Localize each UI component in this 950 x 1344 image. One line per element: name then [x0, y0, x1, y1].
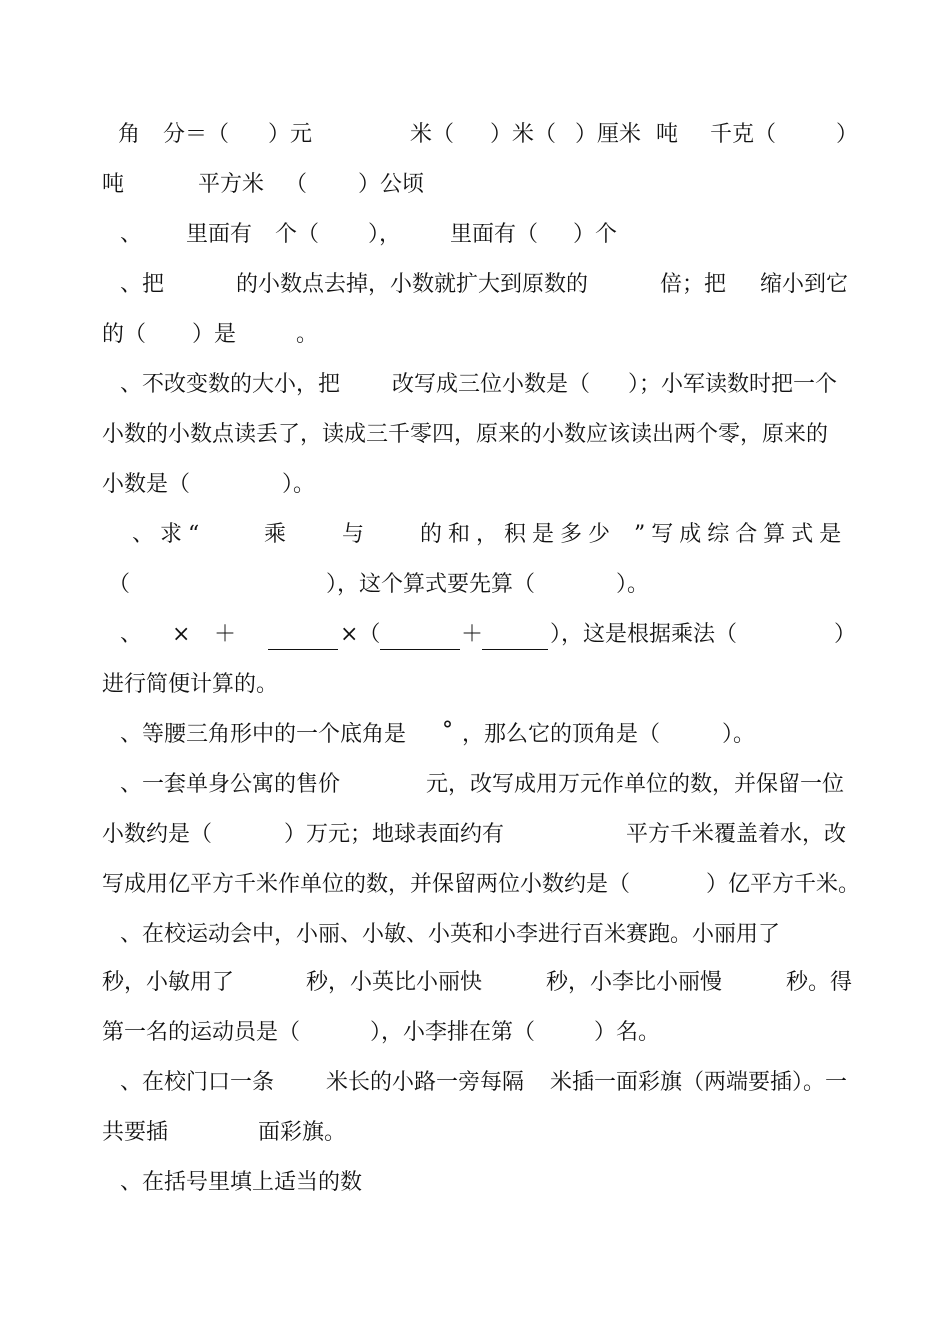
text-segment: 秒，小敏用了 — [102, 970, 235, 995]
text-segment: ”写成综合算式是 — [634, 522, 848, 547]
text-segment: 乘 — [264, 522, 287, 547]
text-segment: ），这是根据乘法（ — [550, 622, 738, 647]
question-number: 、在校运动会中，小丽、小敏、小英和小李进行百米赛跑。小丽用了 — [120, 922, 781, 947]
text-segment: ） — [834, 622, 857, 647]
text-segment: 秒。得 — [786, 970, 853, 995]
degree-symbol: ° — [442, 718, 453, 743]
text-segment: 吨 — [102, 172, 125, 197]
text-segment: ）亿平方千米。 — [706, 872, 861, 897]
text-segment: ）公顷 — [358, 172, 425, 197]
text-segment: 角 — [118, 122, 141, 147]
text-segment: ）；小军读数时把一个 — [628, 372, 838, 397]
text-segment: （ — [108, 572, 131, 597]
question-number: 、 — [120, 622, 143, 647]
text-segment: 小数约是（ — [102, 822, 213, 847]
text-segment: 进行简便计算的。 — [102, 672, 279, 697]
text-segment: ），小李排在第（ — [370, 1020, 536, 1045]
text-segment: ）个 — [573, 222, 618, 247]
text-segment: 平方米 — [198, 172, 265, 197]
text-segment: 的小数点去掉，小数就扩大到原数的 — [236, 272, 589, 297]
text-segment: 的和，积是多少 — [420, 522, 617, 547]
answer-blank-line — [268, 649, 338, 650]
text-segment: ×（ — [340, 622, 381, 647]
text-segment: 。 — [296, 322, 319, 347]
question-number: 、一套单身公寓的售价 — [120, 772, 341, 797]
text-segment: 里面有（ — [450, 222, 539, 247]
question-number: 、求“ — [132, 522, 206, 547]
text-segment: ）元 — [268, 122, 313, 147]
text-segment: 米（ — [410, 122, 455, 147]
answer-blank-line — [380, 649, 460, 650]
question-number: 、把 — [120, 272, 165, 297]
text-segment: ）名。 — [594, 1020, 661, 1045]
text-segment: 与 — [342, 522, 365, 547]
text-segment: 秒，小李比小丽慢 — [546, 970, 723, 995]
text-segment: ）， — [368, 222, 402, 247]
question-number: 、在括号里填上适当的数 — [120, 1170, 363, 1195]
text-segment: 的（ — [102, 322, 147, 347]
text-segment: ）。 — [282, 472, 316, 497]
question-number: 、在校门口一条 — [120, 1070, 275, 1095]
text-segment: 倍；把 — [660, 272, 727, 297]
text-segment: 元，改写成用万元作单位的数，并保留一位 — [426, 772, 845, 797]
text-segment: ）。 — [722, 722, 756, 747]
text-segment: 第一名的运动员是（ — [102, 1020, 301, 1045]
answer-blank-line — [482, 649, 548, 650]
text-segment: ）万元；地球表面约有 — [284, 822, 505, 847]
text-segment: 缩小到它 — [760, 272, 849, 297]
text-segment: 面彩旗。 — [258, 1120, 347, 1145]
text-segment: 吨 — [656, 122, 679, 147]
text-segment: 共要插 — [102, 1120, 169, 1145]
text-segment: 小数是（ — [102, 472, 191, 497]
text-segment: ）米（ — [490, 122, 557, 147]
question-number: 、不改变数的大小，把 — [120, 372, 341, 397]
question-number: 、 — [120, 222, 143, 247]
text-segment: ，那么它的顶角是（ — [462, 722, 661, 747]
text-segment: 米插一面彩旗（两端要插）。一 — [550, 1070, 848, 1095]
text-segment: ）。 — [616, 572, 650, 597]
text-segment: 千克（ — [710, 122, 777, 147]
text-segment: 小数的小数点读丢了，读成三千零四，原来的小数应该读出两个零，原来的 — [102, 422, 829, 447]
text-segment: ） — [836, 122, 859, 147]
text-segment: 改写成三位小数是（ — [392, 372, 591, 397]
text-segment: × — [172, 622, 191, 647]
question-number: 、等腰三角形中的一个底角是 — [120, 722, 407, 747]
text-segment: 个（ — [275, 222, 320, 247]
text-segment: （ — [285, 172, 308, 197]
text-segment: ＋ — [214, 622, 237, 647]
text-segment: 平方千米覆盖着水，改 — [626, 822, 847, 847]
text-segment: 米长的小路一旁每隔 — [326, 1070, 525, 1095]
text-segment: 里面有 — [186, 222, 253, 247]
text-segment: ＋ — [461, 622, 484, 647]
text-segment: ），这个算式要先算（ — [326, 572, 536, 597]
text-segment: 分＝（ — [163, 122, 230, 147]
text-segment: ）是 — [192, 322, 237, 347]
text-segment: 秒，小英比小丽快 — [306, 970, 483, 995]
text-segment: ）厘米 — [575, 122, 642, 147]
text-segment: 写成用亿平方千米作单位的数，并保留两位小数约是（ — [102, 872, 631, 897]
